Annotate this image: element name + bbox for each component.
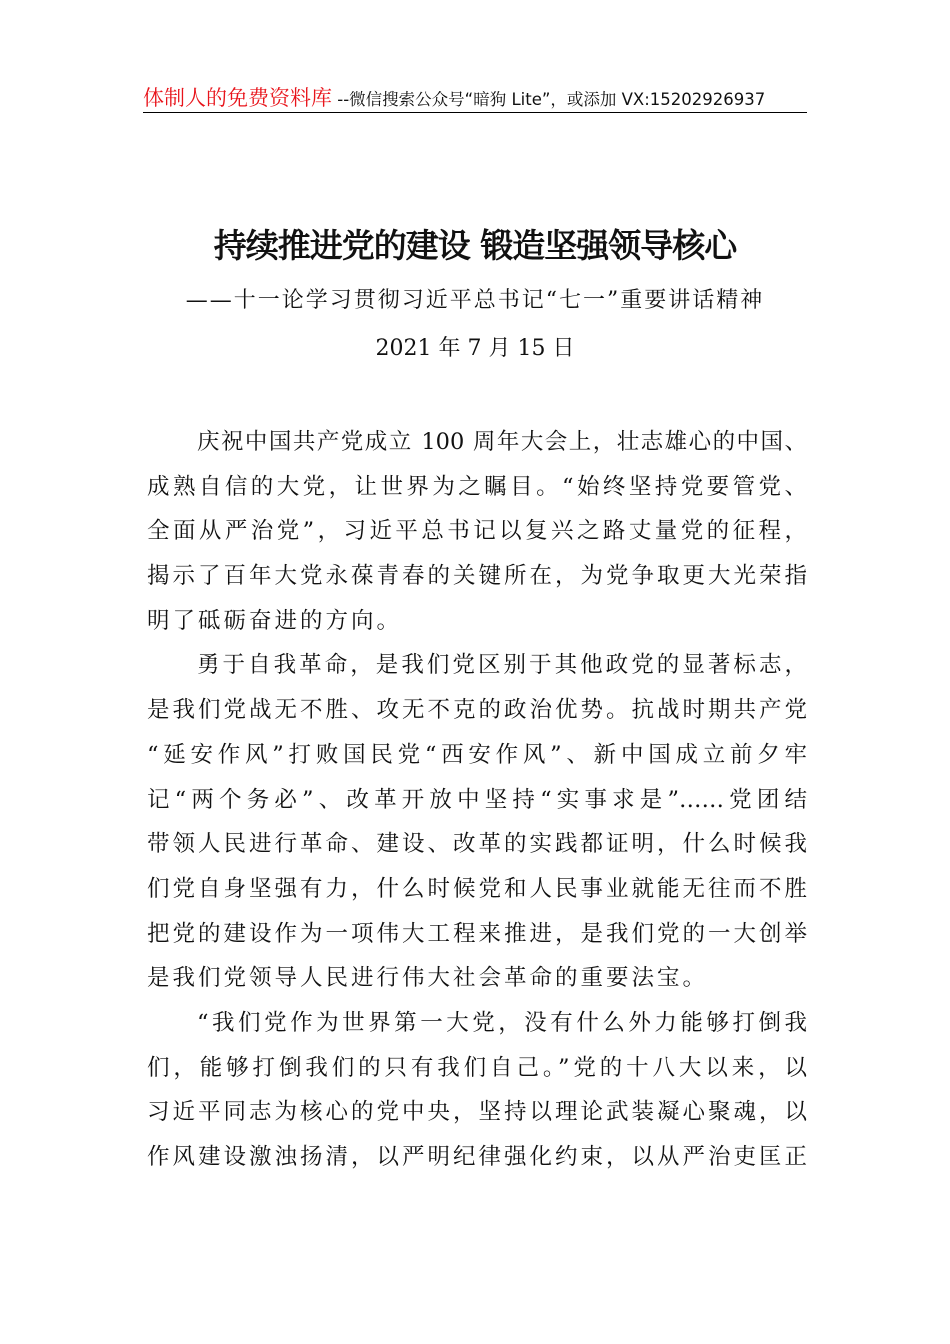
text-line: “我们党作为世界第一大党，没有什么外力能够打倒我 xyxy=(197,1009,807,1036)
text-line: 庆祝中国共产党成立 100 周年大会上，壮志雄心的中国、 xyxy=(197,429,807,455)
text-line: 揭示了百年大党永葆青春的关键所在，为党争取更大光荣指 xyxy=(147,563,807,590)
text-line: 作风建设激浊扬清，以严明纪律强化约束，以从严治吏匡正 xyxy=(147,1144,807,1170)
text-line: 全面从严治党”，习近平总书记以复兴之路丈量党的征程， xyxy=(147,518,807,545)
header-brand: 体制人的免费资料库 xyxy=(143,86,332,110)
text-line: 们，能够打倒我们的只有我们自己。”党的十八大以来，以 xyxy=(147,1054,807,1081)
paragraph xyxy=(147,1001,807,1180)
document-date: 2021 年 7 月 15 日 xyxy=(375,336,575,361)
document-body xyxy=(147,420,807,1180)
text-line: 们党自身坚强有力，什么时候党和人民事业就能无往而不胜 xyxy=(147,875,807,902)
text-line: 是我们党领导人民进行伟大社会革命的重要法宝。 xyxy=(147,965,709,992)
text-line: 勇于自我革命，是我们党区别于其他政党的显著标志， xyxy=(197,652,807,679)
text-line: 是我们党战无不胜、攻无不克的政治优势。抗战时期共产党 xyxy=(147,697,807,724)
text-line: 明了砥砺奋进的方向。 xyxy=(147,607,403,634)
document-title: 持续推进党的建设 锻造坚强领导核心 xyxy=(213,226,737,265)
header-note: --微信搜索公众号“暗狗 Lite”，或添加 VX:15202926937 xyxy=(332,90,766,109)
document-subtitle: ——十一论学习贯彻习近平总书记“七一”重要讲话精神 xyxy=(185,288,765,313)
text-line: 带领人民进行革命、建设、改革的实践都证明，什么时候我 xyxy=(147,831,807,858)
text-line: 习近平同志为核心的党中央，坚持以理论武装凝心聚魂，以 xyxy=(147,1099,807,1126)
page-header xyxy=(143,82,807,113)
text-line: 把党的建设作为一项伟大工程来推进，是我们党的一大创举 xyxy=(147,920,807,947)
text-line: 记“两个务必”、改革开放中坚持“实事求是”……党团结 xyxy=(147,786,807,813)
paragraph xyxy=(147,420,807,643)
text-line: “延安作风”打败国民党“西安作风”、新中国成立前夕牢 xyxy=(147,741,807,768)
paragraph xyxy=(147,643,807,1001)
text-line: 成熟自信的大党，让世界为之瞩目。“始终坚持党要管党、 xyxy=(147,473,807,500)
